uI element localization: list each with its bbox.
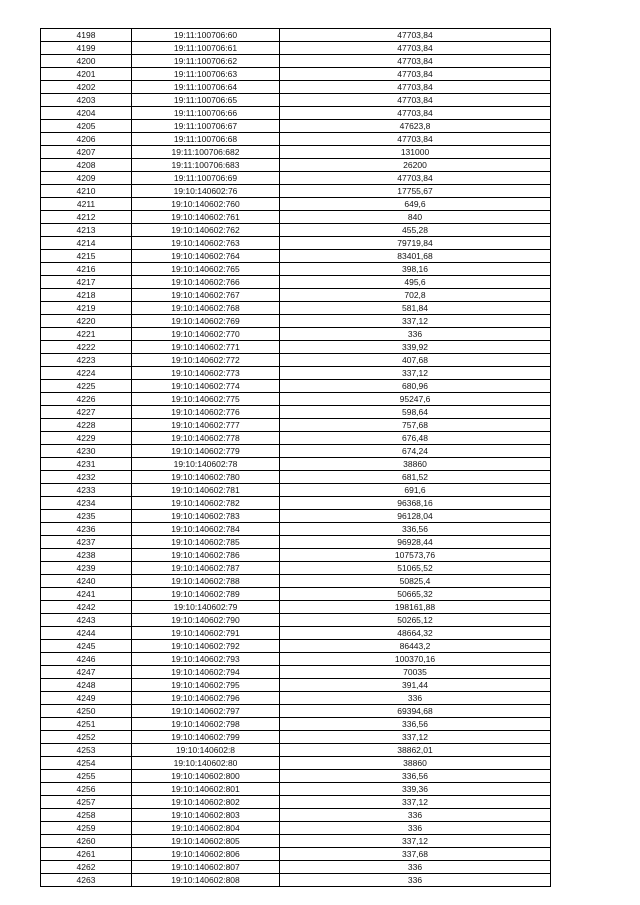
table-row bbox=[41, 575, 551, 588]
table-row bbox=[41, 133, 551, 146]
cadastral-number-cell: 19:10:140602:785 bbox=[132, 536, 280, 549]
table-row bbox=[41, 159, 551, 172]
row-number-cell: 4216 bbox=[41, 263, 132, 276]
value-cell: 336 bbox=[280, 328, 551, 341]
cadastral-number-cell: 19:10:140602:76 bbox=[132, 185, 280, 198]
table-row bbox=[41, 627, 551, 640]
cadastral-number-cell: 19:10:140602:800 bbox=[132, 770, 280, 783]
row-number-cell: 4253 bbox=[41, 744, 132, 757]
row-number-cell: 4242 bbox=[41, 601, 132, 614]
row-number-cell: 4204 bbox=[41, 107, 132, 120]
table-row bbox=[41, 367, 551, 380]
cadastral-number-cell: 19:10:140602:803 bbox=[132, 809, 280, 822]
value-cell: 757,68 bbox=[280, 419, 551, 432]
table-row bbox=[41, 692, 551, 705]
row-number-cell: 4258 bbox=[41, 809, 132, 822]
row-number-cell: 4201 bbox=[41, 68, 132, 81]
table-row bbox=[41, 237, 551, 250]
table-row bbox=[41, 393, 551, 406]
value-cell: 337,12 bbox=[280, 835, 551, 848]
cadastral-number-cell: 19:11:100706:65 bbox=[132, 94, 280, 107]
cadastral-number-cell: 19:10:140602:778 bbox=[132, 432, 280, 445]
cadastral-number-cell: 19:10:140602:777 bbox=[132, 419, 280, 432]
row-number-cell: 4234 bbox=[41, 497, 132, 510]
table-row bbox=[41, 68, 551, 81]
data-table bbox=[40, 28, 551, 887]
value-cell: 391,44 bbox=[280, 679, 551, 692]
cadastral-number-cell: 19:10:140602:794 bbox=[132, 666, 280, 679]
row-number-cell: 4215 bbox=[41, 250, 132, 263]
row-number-cell: 4210 bbox=[41, 185, 132, 198]
value-cell: 407,68 bbox=[280, 354, 551, 367]
row-number-cell: 4241 bbox=[41, 588, 132, 601]
value-cell: 70035 bbox=[280, 666, 551, 679]
value-cell: 69394,68 bbox=[280, 705, 551, 718]
table-row bbox=[41, 666, 551, 679]
value-cell: 50265,12 bbox=[280, 614, 551, 627]
cadastral-number-cell: 19:10:140602:797 bbox=[132, 705, 280, 718]
cadastral-number-cell: 19:10:140602:806 bbox=[132, 848, 280, 861]
row-number-cell: 4261 bbox=[41, 848, 132, 861]
table-row bbox=[41, 406, 551, 419]
row-number-cell: 4217 bbox=[41, 276, 132, 289]
cadastral-number-cell: 19:10:140602:808 bbox=[132, 874, 280, 887]
value-cell: 86443,2 bbox=[280, 640, 551, 653]
table-row bbox=[41, 770, 551, 783]
value-cell: 131000 bbox=[280, 146, 551, 159]
value-cell: 96928,44 bbox=[280, 536, 551, 549]
cadastral-number-cell: 19:11:100706:63 bbox=[132, 68, 280, 81]
cadastral-number-cell: 19:10:140602:781 bbox=[132, 484, 280, 497]
row-number-cell: 4250 bbox=[41, 705, 132, 718]
row-number-cell: 4245 bbox=[41, 640, 132, 653]
row-number-cell: 4240 bbox=[41, 575, 132, 588]
table-row bbox=[41, 822, 551, 835]
row-number-cell: 4202 bbox=[41, 81, 132, 94]
table-row bbox=[41, 276, 551, 289]
table-row bbox=[41, 250, 551, 263]
row-number-cell: 4218 bbox=[41, 289, 132, 302]
value-cell: 337,12 bbox=[280, 731, 551, 744]
value-cell: 96128,04 bbox=[280, 510, 551, 523]
value-cell: 47623,8 bbox=[280, 120, 551, 133]
cadastral-number-cell: 19:10:140602:769 bbox=[132, 315, 280, 328]
cadastral-number-cell: 19:11:100706:60 bbox=[132, 29, 280, 42]
table-row bbox=[41, 601, 551, 614]
row-number-cell: 4232 bbox=[41, 471, 132, 484]
row-number-cell: 4233 bbox=[41, 484, 132, 497]
value-cell: 676,48 bbox=[280, 432, 551, 445]
cadastral-number-cell: 19:10:140602:789 bbox=[132, 588, 280, 601]
table-row bbox=[41, 315, 551, 328]
table-row bbox=[41, 809, 551, 822]
cadastral-number-cell: 19:10:140602:763 bbox=[132, 237, 280, 250]
table-row bbox=[41, 42, 551, 55]
row-number-cell: 4211 bbox=[41, 198, 132, 211]
table-row bbox=[41, 796, 551, 809]
cadastral-number-cell: 19:11:100706:683 bbox=[132, 159, 280, 172]
row-number-cell: 4251 bbox=[41, 718, 132, 731]
table-row bbox=[41, 484, 551, 497]
cadastral-number-cell: 19:11:100706:61 bbox=[132, 42, 280, 55]
row-number-cell: 4247 bbox=[41, 666, 132, 679]
row-number-cell: 4249 bbox=[41, 692, 132, 705]
table-row bbox=[41, 419, 551, 432]
table-row bbox=[41, 172, 551, 185]
row-number-cell: 4238 bbox=[41, 549, 132, 562]
value-cell: 598,64 bbox=[280, 406, 551, 419]
cadastral-number-cell: 19:10:140602:764 bbox=[132, 250, 280, 263]
value-cell: 840 bbox=[280, 211, 551, 224]
table-row bbox=[41, 718, 551, 731]
value-cell: 336,56 bbox=[280, 523, 551, 536]
cadastral-number-cell: 19:10:140602:787 bbox=[132, 562, 280, 575]
table-row bbox=[41, 120, 551, 133]
row-number-cell: 4200 bbox=[41, 55, 132, 68]
table-row bbox=[41, 640, 551, 653]
table-row bbox=[41, 523, 551, 536]
value-cell: 398,16 bbox=[280, 263, 551, 276]
value-cell: 337,12 bbox=[280, 796, 551, 809]
value-cell: 336 bbox=[280, 822, 551, 835]
cadastral-number-cell: 19:10:140602:761 bbox=[132, 211, 280, 224]
cadastral-number-cell: 19:10:140602:760 bbox=[132, 198, 280, 211]
cadastral-number-cell: 19:11:100706:67 bbox=[132, 120, 280, 133]
table-row bbox=[41, 432, 551, 445]
row-number-cell: 4262 bbox=[41, 861, 132, 874]
value-cell: 337,12 bbox=[280, 367, 551, 380]
table-row bbox=[41, 497, 551, 510]
row-number-cell: 4213 bbox=[41, 224, 132, 237]
table-row bbox=[41, 562, 551, 575]
value-cell: 107573,76 bbox=[280, 549, 551, 562]
cadastral-number-cell: 19:11:100706:62 bbox=[132, 55, 280, 68]
value-cell: 79719,84 bbox=[280, 237, 551, 250]
cadastral-number-cell: 19:10:140602:786 bbox=[132, 549, 280, 562]
value-cell: 336 bbox=[280, 874, 551, 887]
row-number-cell: 4207 bbox=[41, 146, 132, 159]
cadastral-number-cell: 19:10:140602:773 bbox=[132, 367, 280, 380]
cadastral-number-cell: 19:10:140602:776 bbox=[132, 406, 280, 419]
value-cell: 681,52 bbox=[280, 471, 551, 484]
table-row bbox=[41, 757, 551, 770]
value-cell: 702,8 bbox=[280, 289, 551, 302]
row-number-cell: 4256 bbox=[41, 783, 132, 796]
cadastral-number-cell: 19:10:140602:767 bbox=[132, 289, 280, 302]
cadastral-number-cell: 19:10:140602:793 bbox=[132, 653, 280, 666]
value-cell: 47703,84 bbox=[280, 42, 551, 55]
row-number-cell: 4246 bbox=[41, 653, 132, 666]
value-cell: 50665,32 bbox=[280, 588, 551, 601]
cadastral-number-cell: 19:10:140602:770 bbox=[132, 328, 280, 341]
table-row bbox=[41, 328, 551, 341]
cadastral-number-cell: 19:10:140602:792 bbox=[132, 640, 280, 653]
table-row bbox=[41, 263, 551, 276]
cadastral-number-cell: 19:10:140602:783 bbox=[132, 510, 280, 523]
row-number-cell: 4212 bbox=[41, 211, 132, 224]
value-cell: 336,56 bbox=[280, 770, 551, 783]
cadastral-number-cell: 19:10:140602:802 bbox=[132, 796, 280, 809]
table-row bbox=[41, 81, 551, 94]
table-row bbox=[41, 445, 551, 458]
table-row bbox=[41, 211, 551, 224]
value-cell: 47703,84 bbox=[280, 68, 551, 81]
value-cell: 26200 bbox=[280, 159, 551, 172]
cadastral-number-cell: 19:10:140602:78 bbox=[132, 458, 280, 471]
row-number-cell: 4263 bbox=[41, 874, 132, 887]
row-number-cell: 4243 bbox=[41, 614, 132, 627]
value-cell: 336 bbox=[280, 692, 551, 705]
table-row bbox=[41, 380, 551, 393]
value-cell: 339,92 bbox=[280, 341, 551, 354]
table-row bbox=[41, 146, 551, 159]
cadastral-number-cell: 19:11:100706:682 bbox=[132, 146, 280, 159]
value-cell: 38860 bbox=[280, 458, 551, 471]
row-number-cell: 4209 bbox=[41, 172, 132, 185]
table-row bbox=[41, 874, 551, 887]
table-row bbox=[41, 510, 551, 523]
table-row bbox=[41, 614, 551, 627]
row-number-cell: 4223 bbox=[41, 354, 132, 367]
value-cell: 339,36 bbox=[280, 783, 551, 796]
value-cell: 337,12 bbox=[280, 315, 551, 328]
value-cell: 47703,84 bbox=[280, 133, 551, 146]
row-number-cell: 4199 bbox=[41, 42, 132, 55]
row-number-cell: 4235 bbox=[41, 510, 132, 523]
value-cell: 47703,84 bbox=[280, 107, 551, 120]
value-cell: 495,6 bbox=[280, 276, 551, 289]
cadastral-number-cell: 19:10:140602:790 bbox=[132, 614, 280, 627]
cadastral-number-cell: 19:10:140602:779 bbox=[132, 445, 280, 458]
cadastral-number-cell: 19:11:100706:66 bbox=[132, 107, 280, 120]
row-number-cell: 4236 bbox=[41, 523, 132, 536]
cadastral-number-cell: 19:10:140602:80 bbox=[132, 757, 280, 770]
value-cell: 83401,68 bbox=[280, 250, 551, 263]
cadastral-number-cell: 19:10:140602:775 bbox=[132, 393, 280, 406]
row-number-cell: 4252 bbox=[41, 731, 132, 744]
value-cell: 95247,6 bbox=[280, 393, 551, 406]
row-number-cell: 4231 bbox=[41, 458, 132, 471]
value-cell: 38862,01 bbox=[280, 744, 551, 757]
table-row bbox=[41, 94, 551, 107]
row-number-cell: 4230 bbox=[41, 445, 132, 458]
cadastral-number-cell: 19:10:140602:772 bbox=[132, 354, 280, 367]
table-row bbox=[41, 458, 551, 471]
row-number-cell: 4239 bbox=[41, 562, 132, 575]
cadastral-number-cell: 19:10:140602:805 bbox=[132, 835, 280, 848]
table-row bbox=[41, 848, 551, 861]
table-row bbox=[41, 705, 551, 718]
row-number-cell: 4225 bbox=[41, 380, 132, 393]
table-row bbox=[41, 224, 551, 237]
row-number-cell: 4222 bbox=[41, 341, 132, 354]
row-number-cell: 4257 bbox=[41, 796, 132, 809]
table-row bbox=[41, 198, 551, 211]
value-cell: 48664,32 bbox=[280, 627, 551, 640]
cadastral-number-cell: 19:10:140602:795 bbox=[132, 679, 280, 692]
row-number-cell: 4244 bbox=[41, 627, 132, 640]
cadastral-number-cell: 19:10:140602:798 bbox=[132, 718, 280, 731]
table-row bbox=[41, 471, 551, 484]
table-row bbox=[41, 55, 551, 68]
cadastral-number-cell: 19:10:140602:799 bbox=[132, 731, 280, 744]
value-cell: 337,68 bbox=[280, 848, 551, 861]
value-cell: 336 bbox=[280, 809, 551, 822]
value-cell: 455,28 bbox=[280, 224, 551, 237]
cadastral-number-cell: 19:10:140602:782 bbox=[132, 497, 280, 510]
row-number-cell: 4205 bbox=[41, 120, 132, 133]
value-cell: 47703,84 bbox=[280, 81, 551, 94]
table-row bbox=[41, 861, 551, 874]
row-number-cell: 4214 bbox=[41, 237, 132, 250]
cadastral-number-cell: 19:11:100706:64 bbox=[132, 81, 280, 94]
value-cell: 47703,84 bbox=[280, 172, 551, 185]
row-number-cell: 4224 bbox=[41, 367, 132, 380]
cadastral-number-cell: 19:10:140602:765 bbox=[132, 263, 280, 276]
cadastral-number-cell: 19:10:140602:791 bbox=[132, 627, 280, 640]
cadastral-number-cell: 19:11:100706:69 bbox=[132, 172, 280, 185]
value-cell: 336,56 bbox=[280, 718, 551, 731]
value-cell: 198161,88 bbox=[280, 601, 551, 614]
cadastral-number-cell: 19:10:140602:784 bbox=[132, 523, 280, 536]
row-number-cell: 4203 bbox=[41, 94, 132, 107]
table-row bbox=[41, 679, 551, 692]
table-row bbox=[41, 744, 551, 757]
cadastral-number-cell: 19:10:140602:79 bbox=[132, 601, 280, 614]
cadastral-number-cell: 19:10:140602:762 bbox=[132, 224, 280, 237]
row-number-cell: 4259 bbox=[41, 822, 132, 835]
value-cell: 649,6 bbox=[280, 198, 551, 211]
row-number-cell: 4206 bbox=[41, 133, 132, 146]
row-number-cell: 4198 bbox=[41, 29, 132, 42]
value-cell: 674,24 bbox=[280, 445, 551, 458]
table-row bbox=[41, 302, 551, 315]
value-cell: 51065,52 bbox=[280, 562, 551, 575]
table-row bbox=[41, 588, 551, 601]
row-number-cell: 4220 bbox=[41, 315, 132, 328]
cadastral-number-cell: 19:10:140602:771 bbox=[132, 341, 280, 354]
cadastral-number-cell: 19:10:140602:780 bbox=[132, 471, 280, 484]
cadastral-number-cell: 19:10:140602:807 bbox=[132, 861, 280, 874]
table-row bbox=[41, 731, 551, 744]
cadastral-number-cell: 19:10:140602:766 bbox=[132, 276, 280, 289]
table-row bbox=[41, 29, 551, 42]
value-cell: 17755,67 bbox=[280, 185, 551, 198]
value-cell: 38860 bbox=[280, 757, 551, 770]
row-number-cell: 4219 bbox=[41, 302, 132, 315]
table-row bbox=[41, 536, 551, 549]
cadastral-number-cell: 19:10:140602:804 bbox=[132, 822, 280, 835]
value-cell: 96368,16 bbox=[280, 497, 551, 510]
row-number-cell: 4255 bbox=[41, 770, 132, 783]
row-number-cell: 4229 bbox=[41, 432, 132, 445]
cadastral-number-cell: 19:10:140602:768 bbox=[132, 302, 280, 315]
value-cell: 47703,84 bbox=[280, 94, 551, 107]
cadastral-number-cell: 19:11:100706:68 bbox=[132, 133, 280, 146]
value-cell: 100370,16 bbox=[280, 653, 551, 666]
row-number-cell: 4227 bbox=[41, 406, 132, 419]
value-cell: 581,84 bbox=[280, 302, 551, 315]
cadastral-number-cell: 19:10:140602:788 bbox=[132, 575, 280, 588]
value-cell: 50825,4 bbox=[280, 575, 551, 588]
value-cell: 691,6 bbox=[280, 484, 551, 497]
table-row bbox=[41, 354, 551, 367]
cadastral-number-cell: 19:10:140602:774 bbox=[132, 380, 280, 393]
table-body bbox=[41, 29, 551, 887]
row-number-cell: 4248 bbox=[41, 679, 132, 692]
value-cell: 47703,84 bbox=[280, 55, 551, 68]
row-number-cell: 4228 bbox=[41, 419, 132, 432]
table-row bbox=[41, 549, 551, 562]
row-number-cell: 4237 bbox=[41, 536, 132, 549]
row-number-cell: 4260 bbox=[41, 835, 132, 848]
cadastral-number-cell: 19:10:140602:796 bbox=[132, 692, 280, 705]
cadastral-number-cell: 19:10:140602:801 bbox=[132, 783, 280, 796]
row-number-cell: 4254 bbox=[41, 757, 132, 770]
row-number-cell: 4208 bbox=[41, 159, 132, 172]
table-row bbox=[41, 107, 551, 120]
table-row bbox=[41, 653, 551, 666]
table-row bbox=[41, 341, 551, 354]
table-row bbox=[41, 289, 551, 302]
table-row bbox=[41, 835, 551, 848]
value-cell: 680,96 bbox=[280, 380, 551, 393]
row-number-cell: 4226 bbox=[41, 393, 132, 406]
table-row bbox=[41, 783, 551, 796]
value-cell: 47703,84 bbox=[280, 29, 551, 42]
row-number-cell: 4221 bbox=[41, 328, 132, 341]
value-cell: 336 bbox=[280, 861, 551, 874]
cadastral-number-cell: 19:10:140602:8 bbox=[132, 744, 280, 757]
table-row bbox=[41, 185, 551, 198]
